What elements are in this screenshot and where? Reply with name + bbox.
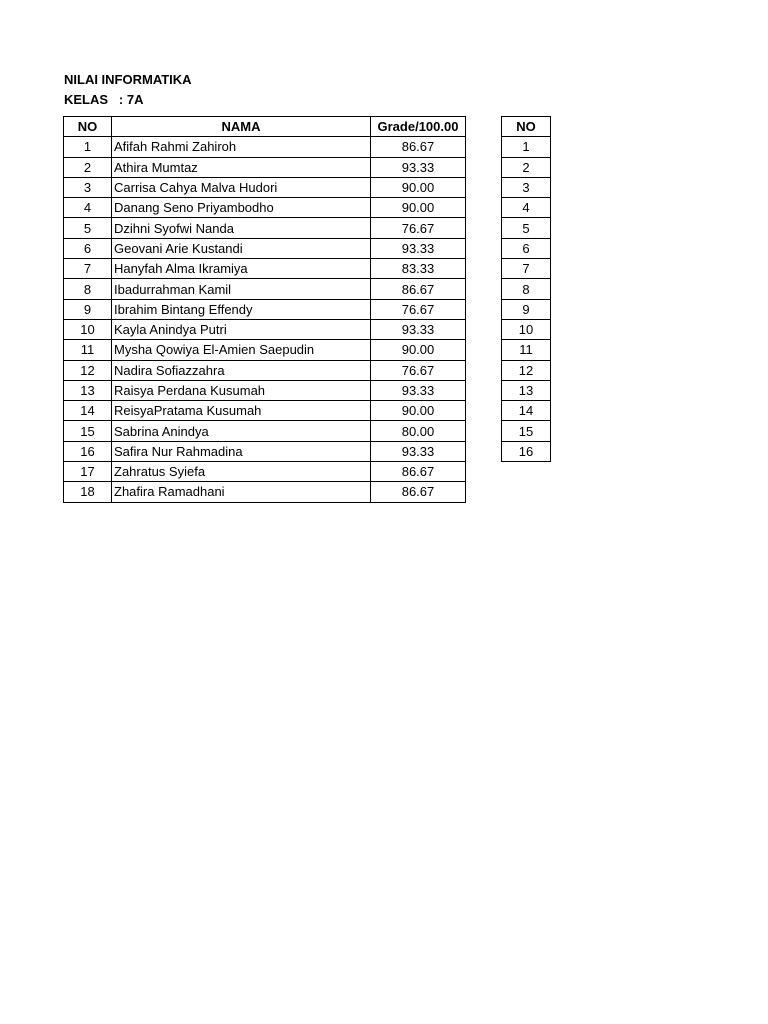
student-name-cell: Ibadurrahman Kamil: [112, 279, 371, 299]
table-row: [64, 462, 466, 482]
table-row: [64, 157, 466, 177]
number-cell: 4: [502, 198, 551, 218]
student-name-cell: Zhafira Ramadhani: [112, 482, 371, 502]
table-row: [502, 177, 551, 197]
sheet-title: NILAI INFORMATIKA: [64, 72, 192, 87]
grade-cell: 86.67: [371, 279, 466, 299]
table-row: [502, 360, 551, 380]
student-name-cell: Safira Nur Rahmadina: [112, 441, 371, 461]
table-row: [64, 421, 466, 441]
column-header-no: NO: [64, 117, 112, 137]
number-cell: 9: [502, 299, 551, 319]
student-name-cell: Zahratus Syiefa: [112, 462, 371, 482]
number-cell: 8: [502, 279, 551, 299]
grade-cell: 80.00: [371, 421, 466, 441]
table-row: [502, 137, 551, 157]
table-row: [502, 441, 551, 461]
student-name-cell: Raisya Perdana Kusumah: [112, 380, 371, 400]
table-row: [64, 137, 466, 157]
table-row: [64, 238, 466, 258]
table-row: [64, 401, 466, 421]
number-cell: 11: [502, 340, 551, 360]
row-number-cell: 9: [64, 299, 112, 319]
grade-cell: 90.00: [371, 401, 466, 421]
table-row: [64, 380, 466, 400]
number-cell: 6: [502, 238, 551, 258]
student-name-cell: Athira Mumtaz: [112, 157, 371, 177]
table-row: [502, 380, 551, 400]
row-number-cell: 16: [64, 441, 112, 461]
table-row: [502, 218, 551, 238]
student-name-cell: Carrisa Cahya Malva Hudori: [112, 177, 371, 197]
student-name-cell: Afifah Rahmi Zahiroh: [112, 137, 371, 157]
student-name-cell: Danang Seno Priyambodho: [112, 198, 371, 218]
table-row: [64, 319, 466, 339]
student-name-cell: Kayla Anindya Putri: [112, 319, 371, 339]
student-name-cell: Nadira Sofiazzahra: [112, 360, 371, 380]
number-cell: 5: [502, 218, 551, 238]
table-row: [64, 340, 466, 360]
row-number-cell: 6: [64, 238, 112, 258]
table-row: [502, 157, 551, 177]
grade-cell: 90.00: [371, 177, 466, 197]
grade-table-header-row: [64, 117, 466, 137]
grade-cell: 86.67: [371, 137, 466, 157]
table-row: [502, 299, 551, 319]
grade-cell: 93.33: [371, 157, 466, 177]
grade-table: [63, 116, 466, 503]
table-row: [64, 299, 466, 319]
table-row: [64, 177, 466, 197]
table-row: [64, 279, 466, 299]
table-row: [64, 198, 466, 218]
column-header-nama: NAMA: [112, 117, 371, 137]
grade-cell: 93.33: [371, 238, 466, 258]
table-row: [502, 421, 551, 441]
row-number-cell: 17: [64, 462, 112, 482]
row-number-cell: 15: [64, 421, 112, 441]
class-label: KELAS : 7A: [64, 92, 144, 107]
table-row: [502, 401, 551, 421]
grade-cell: 93.33: [371, 441, 466, 461]
row-number-cell: 7: [64, 259, 112, 279]
grade-cell: 93.33: [371, 380, 466, 400]
number-cell: 2: [502, 157, 551, 177]
number-cell: 1: [502, 137, 551, 157]
row-number-cell: 5: [64, 218, 112, 238]
table-row: [64, 441, 466, 461]
row-number-cell: 12: [64, 360, 112, 380]
row-number-cell: 14: [64, 401, 112, 421]
row-number-cell: 11: [64, 340, 112, 360]
table-row: [64, 360, 466, 380]
grade-cell: 90.00: [371, 198, 466, 218]
number-cell: 14: [502, 401, 551, 421]
table-row: [502, 319, 551, 339]
student-name-cell: Sabrina Anindya: [112, 421, 371, 441]
number-column-header: NO: [502, 117, 551, 137]
grade-cell: 76.67: [371, 299, 466, 319]
table-row: [64, 482, 466, 502]
student-name-cell: Dzihni Syofwi Nanda: [112, 218, 371, 238]
row-number-cell: 8: [64, 279, 112, 299]
table-row: [502, 259, 551, 279]
student-name-cell: Ibrahim Bintang Effendy: [112, 299, 371, 319]
number-table-header-row: [502, 117, 551, 137]
student-name-cell: ReisyaPratama Kusumah: [112, 401, 371, 421]
grade-cell: 90.00: [371, 340, 466, 360]
row-number-cell: 3: [64, 177, 112, 197]
student-name-cell: Mysha Qowiya El-Amien Saepudin: [112, 340, 371, 360]
number-cell: 16: [502, 441, 551, 461]
row-number-cell: 2: [64, 157, 112, 177]
row-number-cell: 18: [64, 482, 112, 502]
number-table: [501, 116, 551, 462]
table-row: [64, 218, 466, 238]
row-number-cell: 10: [64, 319, 112, 339]
number-cell: 7: [502, 259, 551, 279]
grade-table-body: [64, 137, 466, 502]
column-header-grade: Grade/100.00: [371, 117, 466, 137]
grade-cell: 83.33: [371, 259, 466, 279]
number-cell: 10: [502, 319, 551, 339]
number-cell: 3: [502, 177, 551, 197]
table-row: [502, 279, 551, 299]
row-number-cell: 1: [64, 137, 112, 157]
grade-cell: 76.67: [371, 218, 466, 238]
grade-cell: 76.67: [371, 360, 466, 380]
student-name-cell: Hanyfah Alma Ikramiya: [112, 259, 371, 279]
number-cell: 13: [502, 380, 551, 400]
grade-cell: 86.67: [371, 462, 466, 482]
row-number-cell: 4: [64, 198, 112, 218]
table-row: [502, 238, 551, 258]
number-cell: 12: [502, 360, 551, 380]
table-row: [502, 198, 551, 218]
grade-cell: 93.33: [371, 319, 466, 339]
student-name-cell: Geovani Arie Kustandi: [112, 238, 371, 258]
number-table-body: [502, 137, 551, 462]
number-cell: 15: [502, 421, 551, 441]
row-number-cell: 13: [64, 380, 112, 400]
table-row: [64, 259, 466, 279]
grade-cell: 86.67: [371, 482, 466, 502]
table-row: [502, 340, 551, 360]
